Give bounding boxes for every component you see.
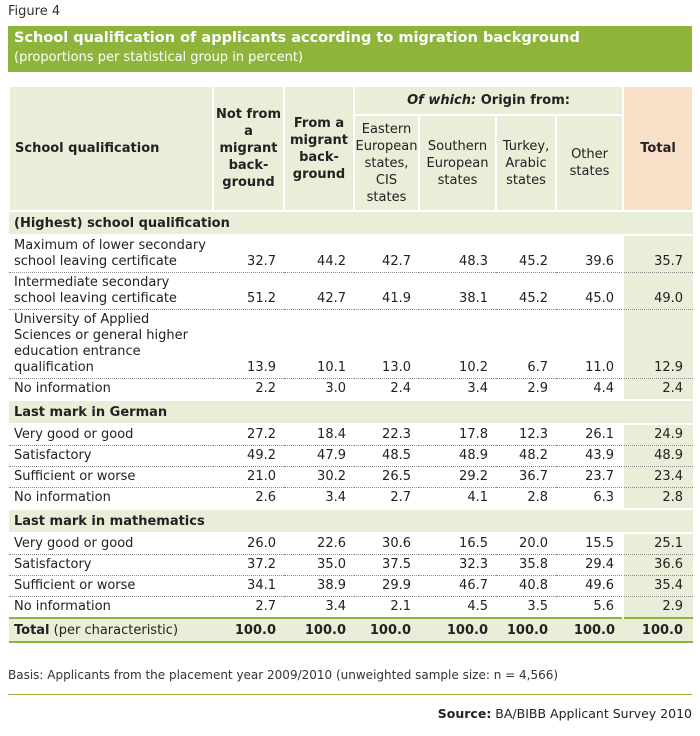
- total-cell: 24.9: [623, 424, 693, 446]
- table-cell: 37.2: [213, 555, 284, 576]
- table-cell: 48.2: [496, 446, 556, 467]
- table-row: [9, 533, 693, 555]
- table-cell: 20.0: [496, 533, 556, 555]
- section-title: Last mark in mathematics: [9, 509, 693, 533]
- table-cell: 35.8: [496, 555, 556, 576]
- table-cell: 48.9: [419, 446, 496, 467]
- header-total: Total: [623, 86, 693, 211]
- table-cell: 6.7: [496, 310, 556, 379]
- row-label: Sufficient or worse: [9, 576, 213, 597]
- header-other: Other states: [556, 115, 623, 211]
- table-cell: 27.2: [213, 424, 284, 446]
- table-cell: 29.4: [556, 555, 623, 576]
- table-cell: 2.4: [354, 379, 419, 401]
- table-cell: 12.3: [496, 424, 556, 446]
- table-cell: 26.5: [354, 467, 419, 488]
- table-cell: 5.6: [556, 597, 623, 619]
- table-cell: 23.7: [556, 467, 623, 488]
- table-cell: 3.0: [284, 379, 354, 401]
- table-cell: 49.2: [213, 446, 284, 467]
- table-cell: 40.8: [496, 576, 556, 597]
- source-note: [438, 706, 692, 721]
- data-table: [8, 85, 694, 643]
- table-row: [9, 597, 693, 619]
- table-cell: 35.0: [284, 555, 354, 576]
- table-row: [9, 310, 693, 379]
- table-row: [9, 488, 693, 510]
- header-of-which-italic: Of which:: [407, 93, 477, 108]
- table-cell: 3.4: [284, 488, 354, 510]
- row-label: University of Applied Sciences or general higher education entrance qualification: [9, 310, 213, 379]
- table-cell: 2.9: [496, 379, 556, 401]
- basis-note: Basis: Applicants from the placement year 2009/2010 (unweighted sample size: n = 4,566): [8, 668, 559, 682]
- total-cell: 35.4: [623, 576, 693, 597]
- table-cell: 38.1: [419, 273, 496, 310]
- row-label: Satisfactory: [9, 446, 213, 467]
- table-cell: 3.4: [419, 379, 496, 401]
- table-cell: 13.0: [354, 310, 419, 379]
- table-cell: 38.9: [284, 576, 354, 597]
- table-cell: 10.1: [284, 310, 354, 379]
- row-label: No information: [9, 379, 213, 401]
- table-cell: 47.9: [284, 446, 354, 467]
- source-text: BA/BIBB Applicant Survey 2010: [491, 706, 692, 721]
- section-title: Last mark in German: [9, 400, 693, 424]
- total-cell: 2.4: [623, 379, 693, 401]
- table-cell: 32.3: [419, 555, 496, 576]
- header-eastern: Eastern European states, CIS states: [354, 115, 419, 211]
- table-subtitle: (proportions per statistical group in percent): [14, 50, 304, 65]
- total-cell: 2.9: [623, 597, 693, 619]
- table-cell: 48.3: [419, 235, 496, 273]
- table-cell: 32.7: [213, 235, 284, 273]
- total-row-cell: 100.0: [284, 618, 354, 642]
- table-cell: 3.4: [284, 597, 354, 619]
- table-cell: 37.5: [354, 555, 419, 576]
- total-row-label-bold: Total: [14, 622, 50, 638]
- table-body: [9, 211, 693, 642]
- section-header-row: [9, 509, 693, 533]
- table-cell: 46.7: [419, 576, 496, 597]
- table-row: [9, 555, 693, 576]
- table-cell: 2.7: [213, 597, 284, 619]
- section-header-row: [9, 211, 693, 235]
- table-cell: 2.6: [213, 488, 284, 510]
- table-cell: 36.7: [496, 467, 556, 488]
- table-cell: 29.2: [419, 467, 496, 488]
- total-row-total: 100.0: [623, 618, 693, 642]
- table-container: [8, 85, 692, 643]
- table-row: [9, 576, 693, 597]
- table-cell: 2.8: [496, 488, 556, 510]
- table-cell: 30.2: [284, 467, 354, 488]
- header-of-which-rest: Origin from:: [476, 93, 570, 108]
- title-bar: [8, 26, 692, 72]
- total-row-cell: 100.0: [419, 618, 496, 642]
- table-cell: 51.2: [213, 273, 284, 310]
- total-cell: 12.9: [623, 310, 693, 379]
- row-label: Very good or good: [9, 533, 213, 555]
- header-migrant: From a migrant back-ground: [284, 86, 354, 211]
- table-row: [9, 379, 693, 401]
- row-label: Sufficient or worse: [9, 467, 213, 488]
- header-turkey: Turkey, Arabic states: [496, 115, 556, 211]
- header-of-which: [354, 86, 623, 115]
- table-cell: 26.1: [556, 424, 623, 446]
- table-cell: 21.0: [213, 467, 284, 488]
- section-header-row: [9, 400, 693, 424]
- total-cell: 23.4: [623, 467, 693, 488]
- table-cell: 42.7: [284, 273, 354, 310]
- total-cell: 25.1: [623, 533, 693, 555]
- table-cell: 2.7: [354, 488, 419, 510]
- table-cell: 4.1: [419, 488, 496, 510]
- table-cell: 22.6: [284, 533, 354, 555]
- row-label: Maximum of lower secondary school leaving certificate: [9, 235, 213, 273]
- table-cell: 45.2: [496, 235, 556, 273]
- table-cell: 13.9: [213, 310, 284, 379]
- figure-label: Figure 4: [8, 4, 61, 19]
- source-label: Source:: [437, 706, 492, 721]
- table-cell: 2.2: [213, 379, 284, 401]
- table-cell: 18.4: [284, 424, 354, 446]
- table-cell: 16.5: [419, 533, 496, 555]
- header-southern: Southern European states: [419, 115, 496, 211]
- table-cell: 17.8: [419, 424, 496, 446]
- table-cell: 4.5: [419, 597, 496, 619]
- table-cell: 39.6: [556, 235, 623, 273]
- section-title: (Highest) school qualification: [9, 211, 693, 235]
- total-row: [9, 618, 693, 642]
- table-cell: 30.6: [354, 533, 419, 555]
- table-title: School qualification of applicants according to migration background: [14, 30, 580, 46]
- header-not-migrant: Not from a migrant back-ground: [213, 86, 284, 211]
- row-label: Satisfactory: [9, 555, 213, 576]
- table-row: [9, 424, 693, 446]
- table-cell: 10.2: [419, 310, 496, 379]
- table-row: [9, 235, 693, 273]
- table-cell: 44.2: [284, 235, 354, 273]
- table-cell: 41.9: [354, 273, 419, 310]
- header-school-qualification: School qualification: [9, 86, 213, 211]
- footer-rule: [8, 694, 692, 695]
- total-cell: 48.9: [623, 446, 693, 467]
- table-cell: 45.0: [556, 273, 623, 310]
- total-cell: 49.0: [623, 273, 693, 310]
- table-cell: 45.2: [496, 273, 556, 310]
- total-row-cell: 100.0: [556, 618, 623, 642]
- table-row: [9, 467, 693, 488]
- total-row-cell: 100.0: [496, 618, 556, 642]
- total-row-cell: 100.0: [213, 618, 284, 642]
- table-cell: 15.5: [556, 533, 623, 555]
- total-cell: 35.7: [623, 235, 693, 273]
- total-cell: 2.8: [623, 488, 693, 510]
- table-cell: 29.9: [354, 576, 419, 597]
- table-cell: 42.7: [354, 235, 419, 273]
- table-row: [9, 446, 693, 467]
- table-cell: 48.5: [354, 446, 419, 467]
- row-label: No information: [9, 488, 213, 510]
- table-cell: 6.3: [556, 488, 623, 510]
- table-cell: 4.4: [556, 379, 623, 401]
- total-row-cell: 100.0: [354, 618, 419, 642]
- total-cell: 36.6: [623, 555, 693, 576]
- total-row-label: [9, 618, 213, 642]
- table-cell: 43.9: [556, 446, 623, 467]
- table-cell: 11.0: [556, 310, 623, 379]
- total-row-label-note: (per characteristic): [49, 622, 179, 638]
- table-cell: 2.1: [354, 597, 419, 619]
- table-cell: 22.3: [354, 424, 419, 446]
- table-cell: 3.5: [496, 597, 556, 619]
- row-label: Very good or good: [9, 424, 213, 446]
- table-cell: 34.1: [213, 576, 284, 597]
- row-label: No information: [9, 597, 213, 619]
- table-cell: 49.6: [556, 576, 623, 597]
- table-row: [9, 273, 693, 310]
- row-label: Intermediate secondary school leaving certificate: [9, 273, 213, 310]
- table-cell: 26.0: [213, 533, 284, 555]
